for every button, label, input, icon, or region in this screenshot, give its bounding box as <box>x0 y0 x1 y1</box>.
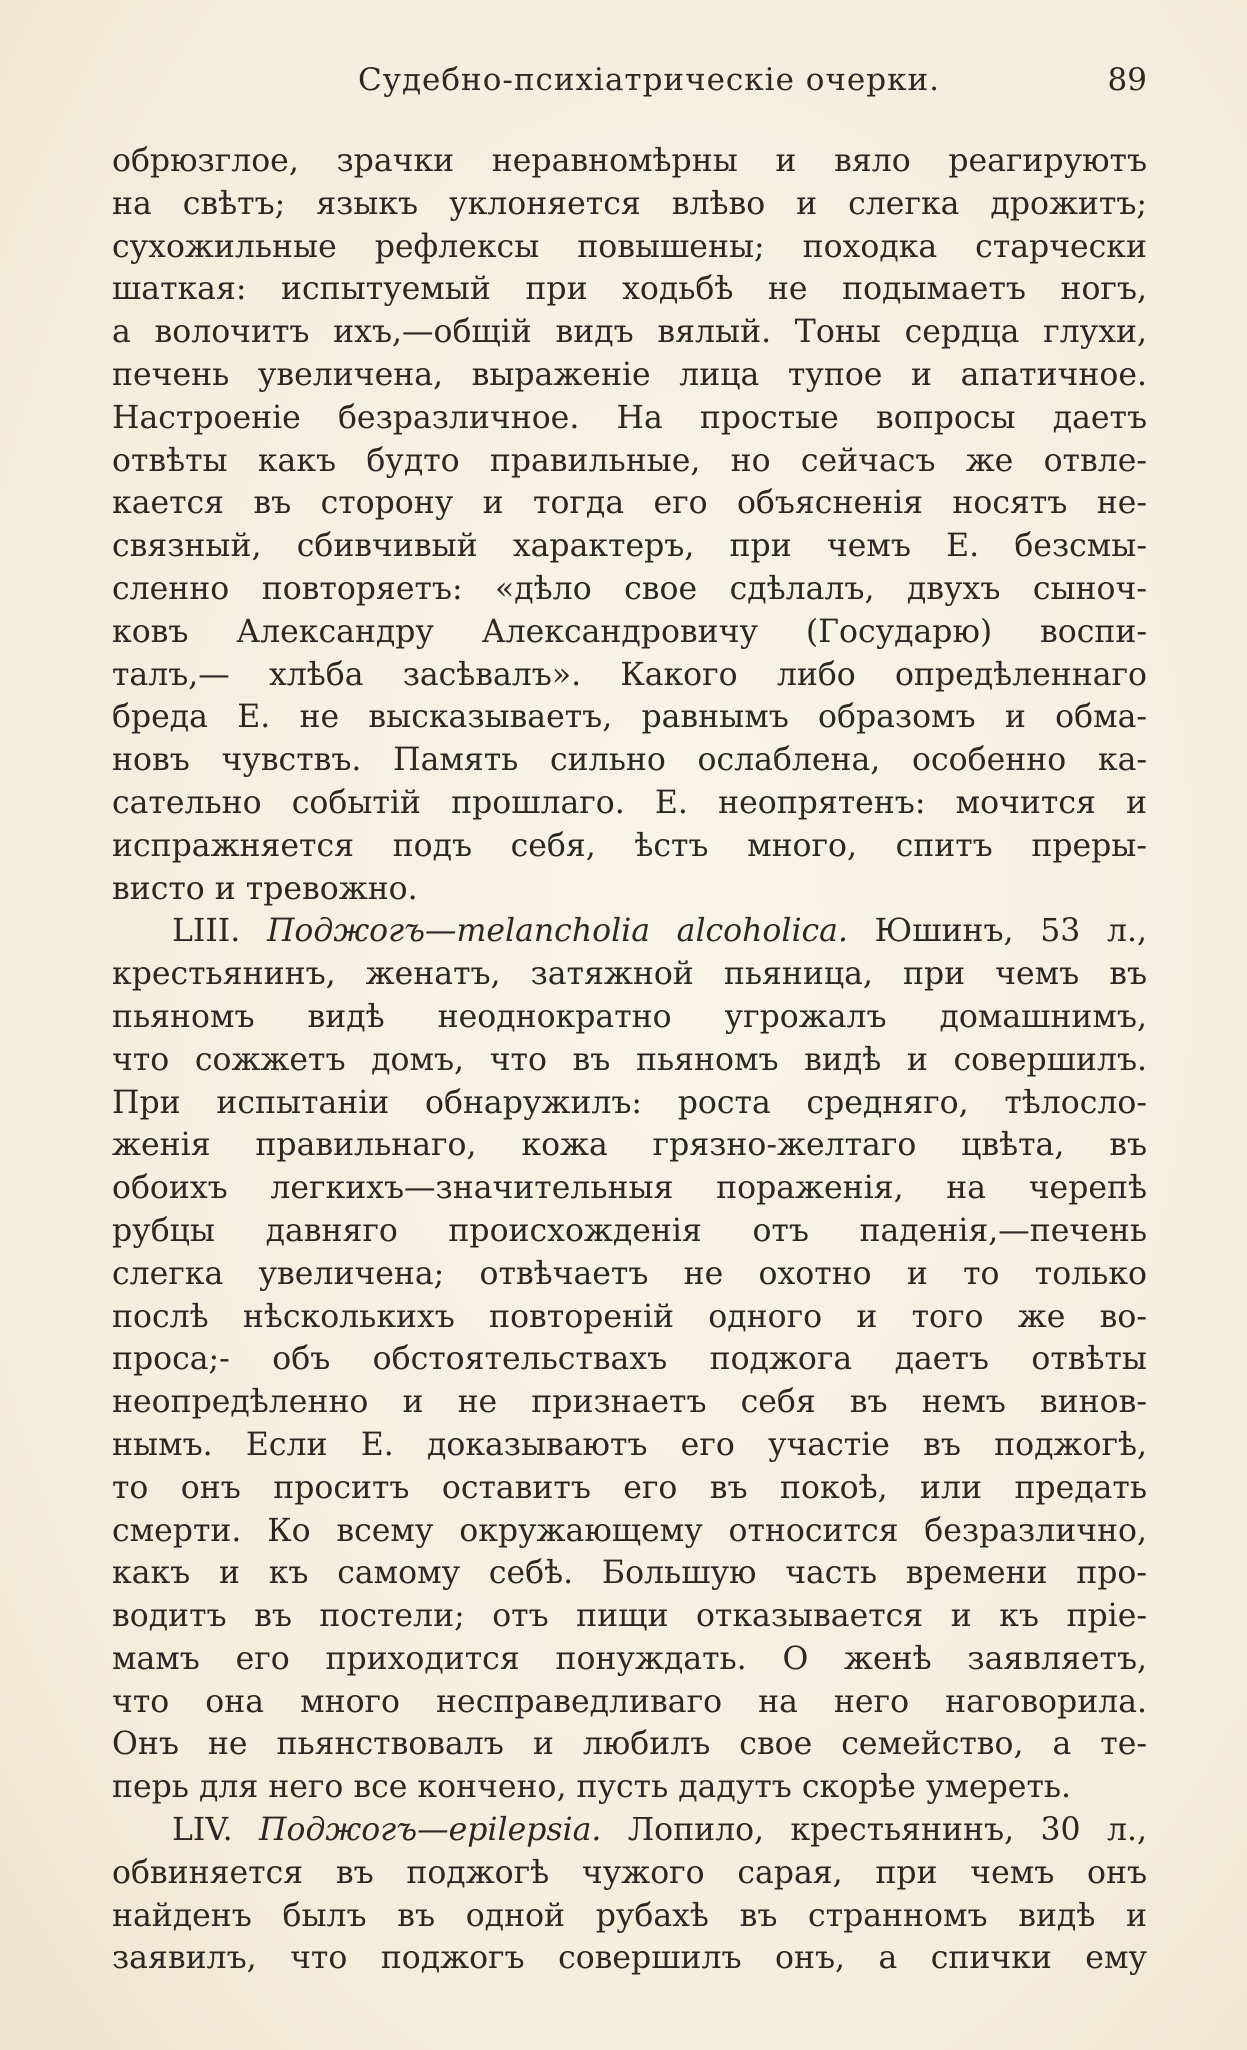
text-line: послѣ нѣсколькихъ повтореній одного и того же во- <box>112 1298 1147 1335</box>
text-line: сленно повторяетъ: «дѣло свое сдѣлалъ, двухъ сыноч- <box>112 570 1147 607</box>
text-fragment: Лопило, крестьянинъ, 30 л., <box>627 1812 1147 1849</box>
text-line: что она много несправедливаго на него наговорила. <box>112 1683 1147 1720</box>
text-line: смерти. Ко всему окружающему относится безразлично, <box>112 1512 1147 1549</box>
text-line: обоихъ легкихъ—значительныя пораженія, на черепѣ <box>112 1170 1147 1207</box>
text-line: сухожильные рефлексы повышены; походка старчески <box>112 228 1147 265</box>
text-line: на свѣтъ; языкъ уклоняется влѣво и слегка дрожитъ; <box>112 185 1147 222</box>
text-line: талъ,— хлѣба засѣвалъ». Какого либо опредѣленнаго <box>112 656 1147 693</box>
text-line: нымъ. Если Е. доказываютъ его участіе въ поджогѣ, <box>112 1426 1147 1463</box>
section-heading-line <box>112 910 1147 953</box>
text-line: крестьянинъ, женатъ, затяжной пьяница, при чемъ въ <box>112 956 1147 993</box>
text-line: слегка увеличена; отвѣчаетъ не охотно и то только <box>112 1255 1147 1292</box>
text-line: какъ и къ самому себѣ. Большую часть времени про- <box>112 1555 1147 1592</box>
text-line: перь для него все кончено, пусть дадутъ скорѣе умереть. <box>112 1769 1072 1806</box>
body-text <box>112 140 1147 1980</box>
text-line: кается въ сторону и тогда его объясненія носятъ не- <box>112 485 1147 522</box>
section-number: LIII. <box>172 913 241 950</box>
text-line: При испытаніи обнаружилъ: роста средняго, тѣлосло- <box>112 1084 1147 1121</box>
text-line: неопредѣленно и не признаетъ себя въ немъ винов- <box>112 1384 1147 1421</box>
paragraph-continuation <box>112 140 1147 910</box>
text-line: то онъ проситъ оставитъ его въ покоѣ, или предать <box>112 1469 1147 1506</box>
text-line: испражняется подъ себя, ѣстъ много, спитъ преры- <box>112 827 1147 864</box>
section-number: LIV. <box>172 1812 233 1849</box>
text-line: бреда Е. не высказываетъ, равнымъ образомъ и обма- <box>112 699 1147 736</box>
text-line: отвѣты какъ будто правильные, но сейчасъ же отвле- <box>112 442 1147 479</box>
section-54 <box>112 1809 1147 1980</box>
text-line: висто и тревожно. <box>112 870 418 907</box>
text-line: водитъ въ постели; отъ пищи отказывается и къ пріе- <box>112 1598 1147 1635</box>
running-title: Судебно-психіатрическіе очерки. <box>358 62 941 98</box>
page-header <box>112 62 1147 106</box>
text-line: заявилъ, что поджогъ совершилъ онъ, а спички ему <box>112 1940 1147 1977</box>
text-line: проса;- объ обстоятельствахъ поджога даетъ отвѣты <box>112 1341 1147 1378</box>
text-line: а волочитъ ихъ,—общій видъ вялый. Тоны сердца глухи, <box>112 314 1147 351</box>
text-line: обрюзглое, зрачки неравномѣрны и вяло реагируютъ <box>112 143 1147 179</box>
text-line: Настроеніе безразличное. На простые вопросы даетъ <box>112 399 1147 436</box>
section-53 <box>112 910 1147 1809</box>
text-line: ковъ Александру Александровичу (Государю) воспи- <box>112 613 1147 650</box>
text-line: сательно событій прошлаго. Е. неопрятенъ: мочится и <box>112 784 1147 821</box>
section-title: Поджогъ—epilepsia. <box>259 1812 602 1849</box>
text-line: рубцы давняго происхожденія отъ паденія,—печень <box>112 1212 1147 1249</box>
text-line: обвиняется въ поджогѣ чужого сарая, при чемъ онъ <box>112 1854 1147 1891</box>
text-line: пьяномъ видѣ неоднократно угрожалъ домашнимъ, <box>112 998 1147 1035</box>
text-line: связный, сбивчивый характеръ, при чемъ Е. безсмы- <box>112 528 1147 565</box>
text-line: найденъ былъ въ одной рубахѣ въ странномъ видѣ и <box>112 1897 1147 1934</box>
text-line: новъ чувствъ. Память сильно ослаблена, особенно ка- <box>112 742 1147 779</box>
page-number: 89 <box>1107 62 1147 98</box>
text-line: Онъ не пьянствовалъ и любилъ свое семейство, а те- <box>112 1726 1147 1763</box>
section-title: Поджогъ—melancholia alcoholica. <box>266 913 848 950</box>
text-line: что сожжетъ домъ, что въ пьяномъ видѣ и совершилъ. <box>112 1041 1147 1078</box>
text-line: печень увеличена, выраженіе лица тупое и апатичное. <box>112 356 1147 393</box>
section-heading-line <box>112 1809 1147 1852</box>
text-line: мамъ его приходится понуждать. О женѣ заявляетъ, <box>112 1640 1147 1677</box>
text-line: шаткая: испытуемый при ходьбѣ не подымаетъ ногъ, <box>112 271 1147 308</box>
text-fragment: Юшинъ, 53 л., <box>874 913 1148 950</box>
text-line: женія правильнаго, кожа грязно-желтаго цвѣта, въ <box>112 1127 1147 1164</box>
